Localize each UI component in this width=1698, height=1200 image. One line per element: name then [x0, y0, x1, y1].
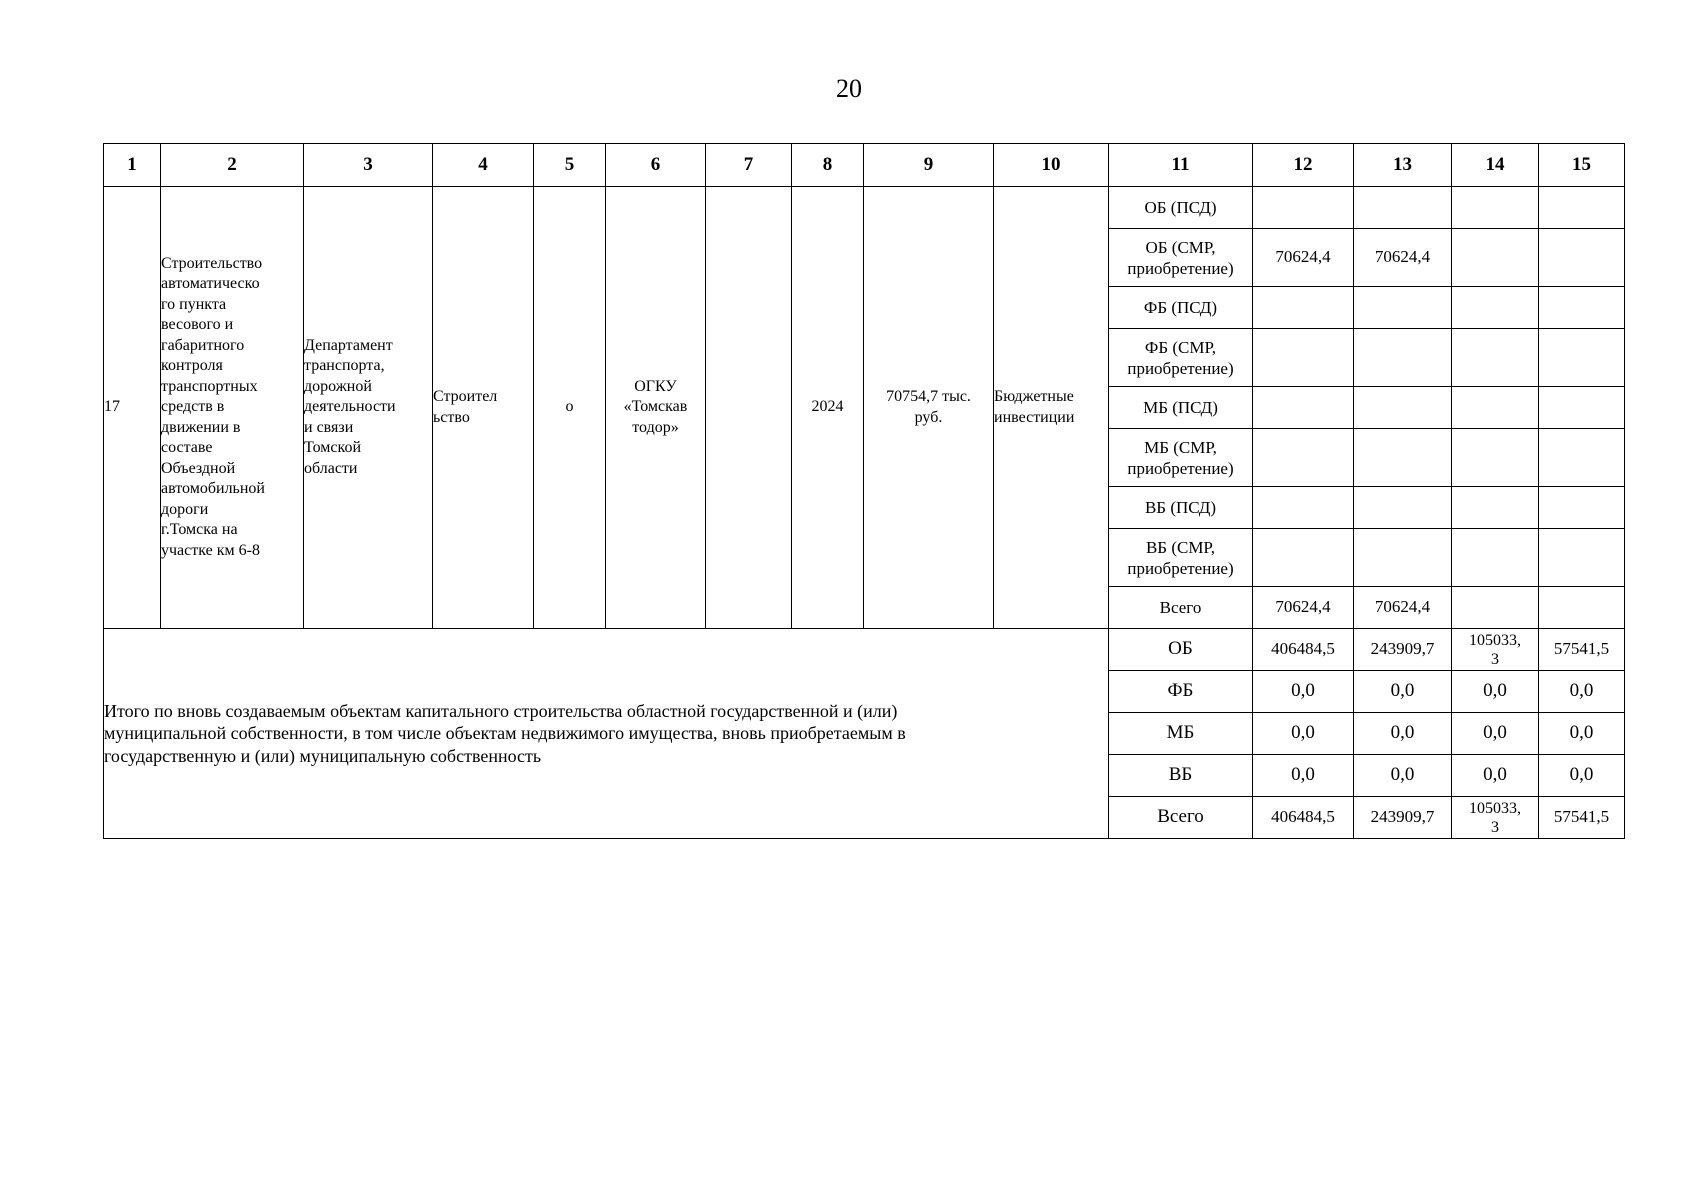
total-amount-c15: 0,0: [1539, 713, 1625, 755]
amount-c13: [1354, 387, 1452, 429]
amount-c12: [1253, 387, 1354, 429]
column-header-6: 6: [606, 144, 706, 187]
total-amount-c12: 0,0: [1253, 671, 1354, 713]
column-header-3: 3: [304, 144, 433, 187]
amount-c12: [1253, 287, 1354, 329]
amount-c13: [1354, 529, 1452, 587]
amount-c13: 70624,4: [1354, 229, 1452, 287]
financing-source: ФБ (ПСД): [1109, 287, 1253, 329]
column-header-1: 1: [104, 144, 161, 187]
total-amount-c13: 243909,7: [1354, 629, 1452, 671]
amount-c14: [1452, 329, 1539, 387]
amount-c14: [1452, 387, 1539, 429]
amount-c14: [1452, 487, 1539, 529]
total-source: ФБ: [1109, 671, 1253, 713]
completion-year: 2024: [792, 187, 864, 629]
amount-c15: [1539, 229, 1625, 287]
financing-source: ФБ (СМР, приобретение): [1109, 329, 1253, 387]
total-source: МБ: [1109, 713, 1253, 755]
column-header-8: 8: [792, 144, 864, 187]
amount-c14: [1452, 529, 1539, 587]
column-header-9: 9: [864, 144, 994, 187]
total-amount-c15: 0,0: [1539, 671, 1625, 713]
total-row: [104, 629, 1625, 671]
amount-c12: [1253, 429, 1354, 487]
total-amount-c14: 105033, 3: [1452, 797, 1539, 839]
amount-c13: [1354, 187, 1452, 229]
amount-c15: [1539, 587, 1625, 629]
total-amount-c12: 0,0: [1253, 713, 1354, 755]
work-type: Строител ьство: [433, 187, 534, 629]
total-amount-c13: 0,0: [1354, 671, 1452, 713]
amount-c13: 70624,4: [1354, 587, 1452, 629]
financing-source: ОБ (СМР, приобретение): [1109, 229, 1253, 287]
column-header-7: 7: [706, 144, 792, 187]
amount-c14: [1452, 287, 1539, 329]
total-label: Итого по вновь создаваемым объектам капитального строительства областной государственной и (или) муниципальной собственности, в том числе объектам недвижимого имущества, вновь приобретаемым в государственную и (или) муниципальную собственность: [104, 629, 1109, 839]
total-amount-c14: 0,0: [1452, 671, 1539, 713]
total-amount-c14: 0,0: [1452, 713, 1539, 755]
amount-c12: [1253, 487, 1354, 529]
column-header-11: 11: [1109, 144, 1253, 187]
total-amount-c12: 0,0: [1253, 755, 1354, 797]
financing-source: ОБ (ПСД): [1109, 187, 1253, 229]
amount-c15: [1539, 187, 1625, 229]
amount-c15: [1539, 387, 1625, 429]
financing-source: Всего: [1109, 587, 1253, 629]
financing-row: [104, 187, 1625, 229]
amount-c13: [1354, 429, 1452, 487]
investment-table: [103, 143, 1625, 839]
object-number: 17: [104, 187, 161, 629]
page-number: 20: [836, 74, 862, 103]
amount-c12: 70624,4: [1253, 587, 1354, 629]
financing-source: ВБ (СМР, приобретение): [1109, 529, 1253, 587]
estimated-cost: 70754,7 тыс. руб.: [864, 187, 994, 629]
amount-c12: 70624,4: [1253, 229, 1354, 287]
column-header-14: 14: [1452, 144, 1539, 187]
amount-c13: [1354, 329, 1452, 387]
financing-source: ВБ (ПСД): [1109, 487, 1253, 529]
financing-source: МБ (СМР, приобретение): [1109, 429, 1253, 487]
object-name: Строительство автоматическо го пункта весового и габаритного контроля транспортных средств в движении в составе Объездной автомобильной дороги г.Томска на участке км 6-8: [161, 187, 304, 629]
amount-c15: [1539, 487, 1625, 529]
column-header-5: 5: [534, 144, 606, 187]
total-amount-c12: 406484,5: [1253, 797, 1354, 839]
amount-c14: [1452, 429, 1539, 487]
amount-c15: [1539, 287, 1625, 329]
column-7-value: [706, 187, 792, 629]
amount-c14: [1452, 587, 1539, 629]
total-amount-c15: 0,0: [1539, 755, 1625, 797]
financing-source: МБ (ПСД): [1109, 387, 1253, 429]
total-amount-c15: 57541,5: [1539, 629, 1625, 671]
total-amount-c15: 57541,5: [1539, 797, 1625, 839]
ownership-form: о: [534, 187, 606, 629]
total-amount-c14: 105033, 3: [1452, 629, 1539, 671]
amount-c14: [1452, 229, 1539, 287]
total-amount-c13: 0,0: [1354, 713, 1452, 755]
total-amount-c13: 243909,7: [1354, 797, 1452, 839]
amount-c12: [1253, 329, 1354, 387]
total-amount-c13: 0,0: [1354, 755, 1452, 797]
amount-c12: [1253, 187, 1354, 229]
total-amount-c14: 0,0: [1452, 755, 1539, 797]
responsible-body: Департамент транспорта, дорожной деятельности и связи Томской области: [304, 187, 433, 629]
amount-c15: [1539, 429, 1625, 487]
investment-form: Бюджетные инвестиции: [994, 187, 1109, 629]
column-header-10: 10: [994, 144, 1109, 187]
column-header-15: 15: [1539, 144, 1625, 187]
total-source: ОБ: [1109, 629, 1253, 671]
header-row: [104, 144, 1625, 187]
column-header-12: 12: [1253, 144, 1354, 187]
column-header-4: 4: [433, 144, 534, 187]
amount-c13: [1354, 487, 1452, 529]
column-header-2: 2: [161, 144, 304, 187]
amount-c14: [1452, 187, 1539, 229]
amount-c13: [1354, 287, 1452, 329]
total-source: ВБ: [1109, 755, 1253, 797]
customer: ОГКУ «Томскав тодор»: [606, 187, 706, 629]
total-source: Всего: [1109, 797, 1253, 839]
column-header-13: 13: [1354, 144, 1452, 187]
total-amount-c12: 406484,5: [1253, 629, 1354, 671]
amount-c12: [1253, 529, 1354, 587]
amount-c15: [1539, 529, 1625, 587]
amount-c15: [1539, 329, 1625, 387]
